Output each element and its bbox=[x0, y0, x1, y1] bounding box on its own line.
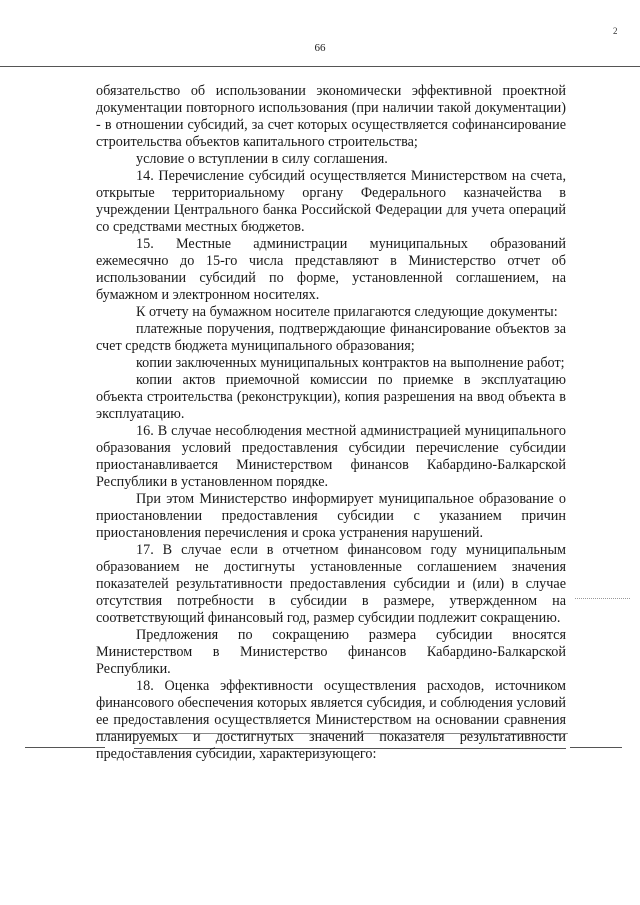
paragraph: 16. В случае несоблюдения местной администрацией муниципального образования условий предоставления субсидии перечисление субсидии приостанавливается Министерством финансов Кабардино-Балкарской Республики в установленном порядке. bbox=[96, 423, 566, 490]
scan-dots-right bbox=[575, 598, 630, 599]
paragraph: 18. Оценка эффективности осуществления расходов, источником финансового обеспечения которых является субсидия, и соблюдения условий ее предоставления осуществляется Министерством на основании сравнения планируемых и достигнутых значений показателя результативности предоставления субсидии, характеризующего: bbox=[96, 678, 566, 762]
paragraph: копии актов приемочной комиссии по приемке в эксплуатацию объекта строительства (реконструкции), копия разрешения на ввод объекта в эксплуатацию. bbox=[96, 372, 566, 422]
paragraph: При этом Министерство информирует муниципальное образование о приостановлении предоставления субсидии с указанием причин приостановления перечисления и срока устранения нарушений. bbox=[96, 491, 566, 541]
paragraph: копии заключенных муниципальных контрактов на выполнение работ; bbox=[136, 355, 565, 371]
corner-mark: 2 bbox=[613, 26, 618, 36]
paragraph: Предложения по сокращению размера субсидии вносятся Министерством в Министерство финансов Кабардино-Балкарской Республики. bbox=[96, 627, 566, 677]
paragraph: 15. Местные администрации муниципальных образований ежемесячно до 15-го числа представляют в Министерство отчет об использовании субсидий по форме, установленной соглашением, на бумажном и электронном носителях. bbox=[96, 236, 566, 303]
paragraph: 17. В случае если в отчетном финансовом году муниципальным образованием не достигнуты установленные соглашением значения показателей результативности предоставления субсидии и (или) в случае отсутствия потребности в субсидии в размере, утвержденном на соответствующий финансовый год, размер субсидии подлежит сокращению. bbox=[96, 542, 566, 626]
document-body bbox=[96, 83, 566, 763]
scan-line-right bbox=[570, 747, 622, 748]
page-number: 66 bbox=[314, 42, 326, 54]
top-scan-line bbox=[0, 66, 640, 67]
paragraph: условие о вступлении в силу соглашения. bbox=[136, 151, 388, 167]
paragraph: платежные поручения, подтверждающие финансирование объектов за счет средств бюджета муниципального образования; bbox=[96, 321, 566, 354]
scan-line-left bbox=[25, 747, 105, 748]
paragraph: обязательство об использовании экономически эффективной проектной документации повторного использования (при наличии такой документации) - в отношении субсидий, за счет которых осуществляется софинансирование строительства объектов капитального строительства; bbox=[96, 83, 566, 150]
paragraph: 14. Перечисление субсидий осуществляется Министерством на счета, открытые территориальному органу Федерального казначейства в учреждении Центрального банка Российской Федерации для учета операций со средствами местных бюджетов. bbox=[96, 168, 566, 235]
paragraph: К отчету на бумажном носителе прилагаются следующие документы: bbox=[136, 304, 558, 320]
